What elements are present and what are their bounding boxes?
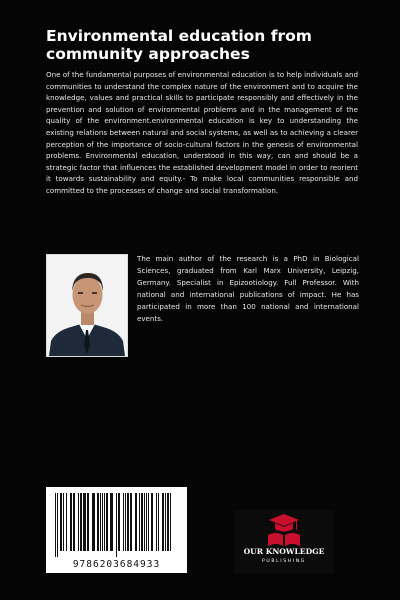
author-bio: The main author of the research is a PhD in Biological Sciences, graduated from Karl Marx University, Leipzig, Germany. Specialist in Epizootiology. Full Professor. With national and international publications of impact. He has participated in more than 100 national and international events. (137, 254, 359, 324)
book-title: Environmental education from community approaches (46, 27, 312, 63)
author-photo (46, 254, 128, 357)
isbn-number: 9786203684933 (72, 559, 161, 570)
book-description: One of the fundamental purposes of environmental education is to help individuals and communities to understand the complex nature of the environment and to acquire the knowledge, values and practical skills to participate responsibly and effectively in the prevention and solution of environmental problems and in the management of the quality of the environment.environmental education is key to understanding the existing relations between natural and social systems, as well as to achieving a clearer perception of the importance of socio-cultural factors in the genesis of environmental problems. Environmental education, understood in this way, can and should be a strategic factor that influences the established development model in order to reorient it towards sustainability and equity.- To make local communities responsible and committed to the processes of change and social transformation. (46, 70, 358, 195)
publisher-logo (234, 510, 334, 573)
publisher-name: OUR KNOWLEDGE (243, 547, 325, 556)
isbn-barcode (46, 487, 187, 573)
publisher-subtitle: PUBLISHING (262, 559, 306, 564)
graduation-cap-icon (266, 513, 302, 547)
